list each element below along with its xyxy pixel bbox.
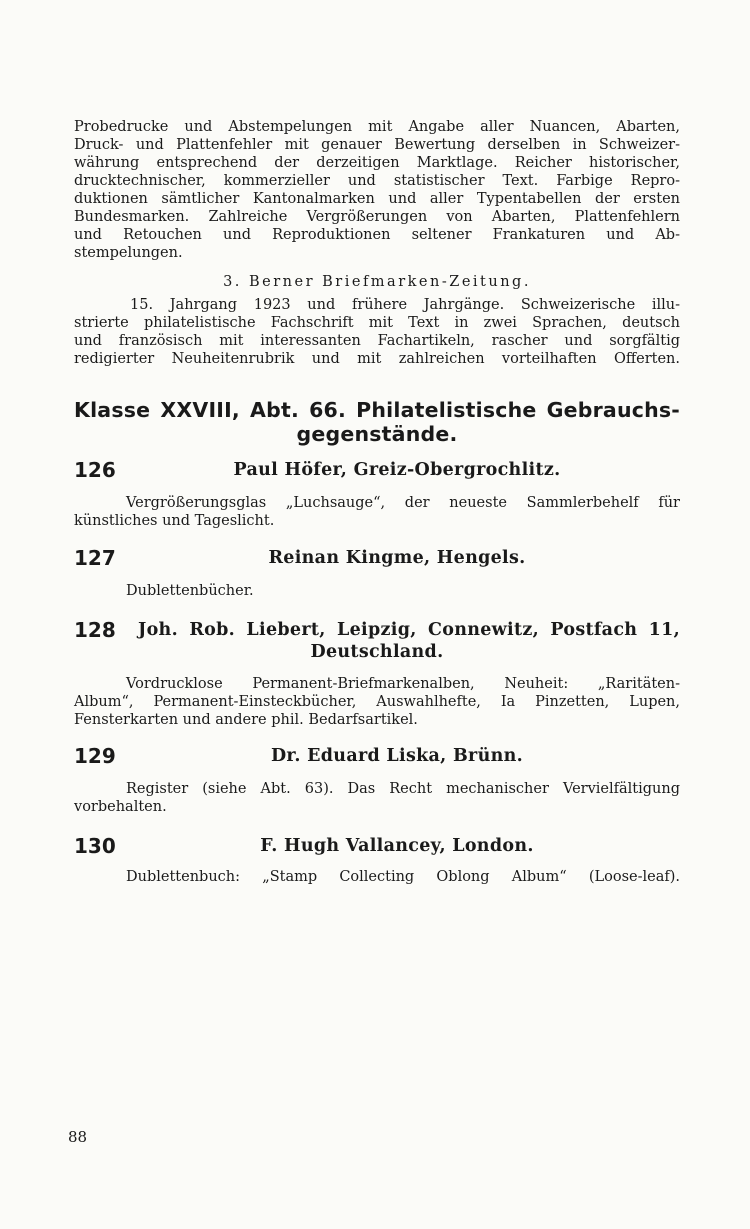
section-title-line2: gegenstände. bbox=[296, 422, 458, 446]
entry-number: 129 bbox=[74, 744, 116, 768]
entry-126-header bbox=[74, 458, 680, 484]
intro-line: stempelungen. bbox=[74, 245, 183, 261]
section-title-line1: Klasse XXVIII, Abt. 66. Philatelistische Gebrauchs- bbox=[74, 398, 680, 422]
entry-129-header bbox=[74, 744, 680, 770]
description-line: Album“, Permanent-Einsteckbücher, Auswahlhefte, Ia Pinzetten, Lupen, bbox=[74, 694, 680, 710]
description-line: Dublettenbuch: „Stamp Collecting Oblong Album“ (Loose-leaf). bbox=[126, 869, 680, 885]
description-line: Dublettenbücher. bbox=[126, 583, 254, 599]
description-line: Register (siehe Abt. 63). Das Recht mechanischer Vervielfältigung bbox=[126, 781, 680, 797]
intro-paragraph bbox=[74, 118, 680, 262]
entry-129-description bbox=[74, 780, 680, 816]
exhibitor-name: F. Hugh Vallancey, London. bbox=[260, 836, 534, 856]
entry-130-header bbox=[74, 834, 680, 860]
entry-number: 127 bbox=[74, 546, 116, 570]
page bbox=[74, 0, 680, 1229]
entry-number: 128 bbox=[74, 618, 116, 642]
berner-heading: 3. Berner Briefmarken-Zeitung. bbox=[223, 274, 531, 290]
exhibitor-name: Joh. Rob. Liebert, Leipzig, Connewitz, Postfach 11, bbox=[138, 620, 680, 640]
berner-paragraph bbox=[74, 296, 680, 368]
intro-line: drucktechnischer, kommerzieller und statistischer Text. Farbige Repro- bbox=[74, 173, 680, 189]
entry-130-description bbox=[74, 868, 680, 886]
berner-line: 15. Jahrgang 1923 und frühere Jahrgänge. Schweizerische illu- bbox=[130, 297, 680, 313]
entry-126-description bbox=[74, 494, 680, 530]
entry-number: 130 bbox=[74, 834, 116, 858]
exhibitor-name: Paul Höfer, Greiz-Obergrochlitz. bbox=[233, 460, 561, 480]
entry-128-description bbox=[74, 675, 680, 729]
description-line: künstliches und Tageslicht. bbox=[74, 513, 275, 529]
berner-line: strierte philatelistische Fachschrift mit Text in zwei Sprachen, deutsch bbox=[74, 315, 680, 331]
intro-line: Bundesmarken. Zahlreiche Vergrößerungen von Abarten, Plattenfehlern bbox=[74, 209, 680, 225]
exhibitor-name-continued: Deutschland. bbox=[310, 642, 444, 662]
entry-127-description bbox=[74, 582, 680, 600]
entry-number: 126 bbox=[74, 458, 116, 482]
intro-line: und Retouchen und Reproduktionen seltener Frankaturen und Ab- bbox=[74, 227, 680, 243]
exhibitor-name: Dr. Eduard Liska, Brünn. bbox=[270, 746, 524, 766]
page-number: 88 bbox=[68, 1128, 88, 1146]
description-line: Vordrucklose Permanent-Briefmarkenalben, Neuheit: „Raritäten- bbox=[126, 676, 680, 692]
description-line: Fensterkarten und andere phil. Bedarfsartikel. bbox=[74, 712, 418, 728]
intro-line: Probedrucke und Abstempelungen mit Angabe aller Nuancen, Abarten, bbox=[74, 119, 680, 135]
entry-127-header bbox=[74, 546, 680, 572]
intro-line: duktionen sämtlicher Kantonalmarken und aller Typentabellen der ersten bbox=[74, 191, 680, 207]
intro-line: Druck- und Plattenfehler mit genauer Bewertung derselben in Schweizer- bbox=[74, 137, 680, 153]
intro-line: währung entsprechend der derzeitigen Marktlage. Reicher historischer, bbox=[74, 155, 680, 171]
entry-128-header bbox=[74, 618, 680, 644]
exhibitor-name: Reinan Kingme, Hengels. bbox=[268, 548, 526, 568]
berner-line: redigierter Neuheitenrubrik und mit zahlreichen vorteilhaften Offerten. bbox=[74, 351, 680, 367]
berner-line: und französisch mit interessanten Fachartikeln, rascher und sorgfältig bbox=[74, 333, 680, 349]
description-line: Vergrößerungsglas „Luchsauge“, der neueste Sammlerbehelf für bbox=[126, 495, 680, 511]
description-line: vorbehalten. bbox=[74, 799, 167, 815]
